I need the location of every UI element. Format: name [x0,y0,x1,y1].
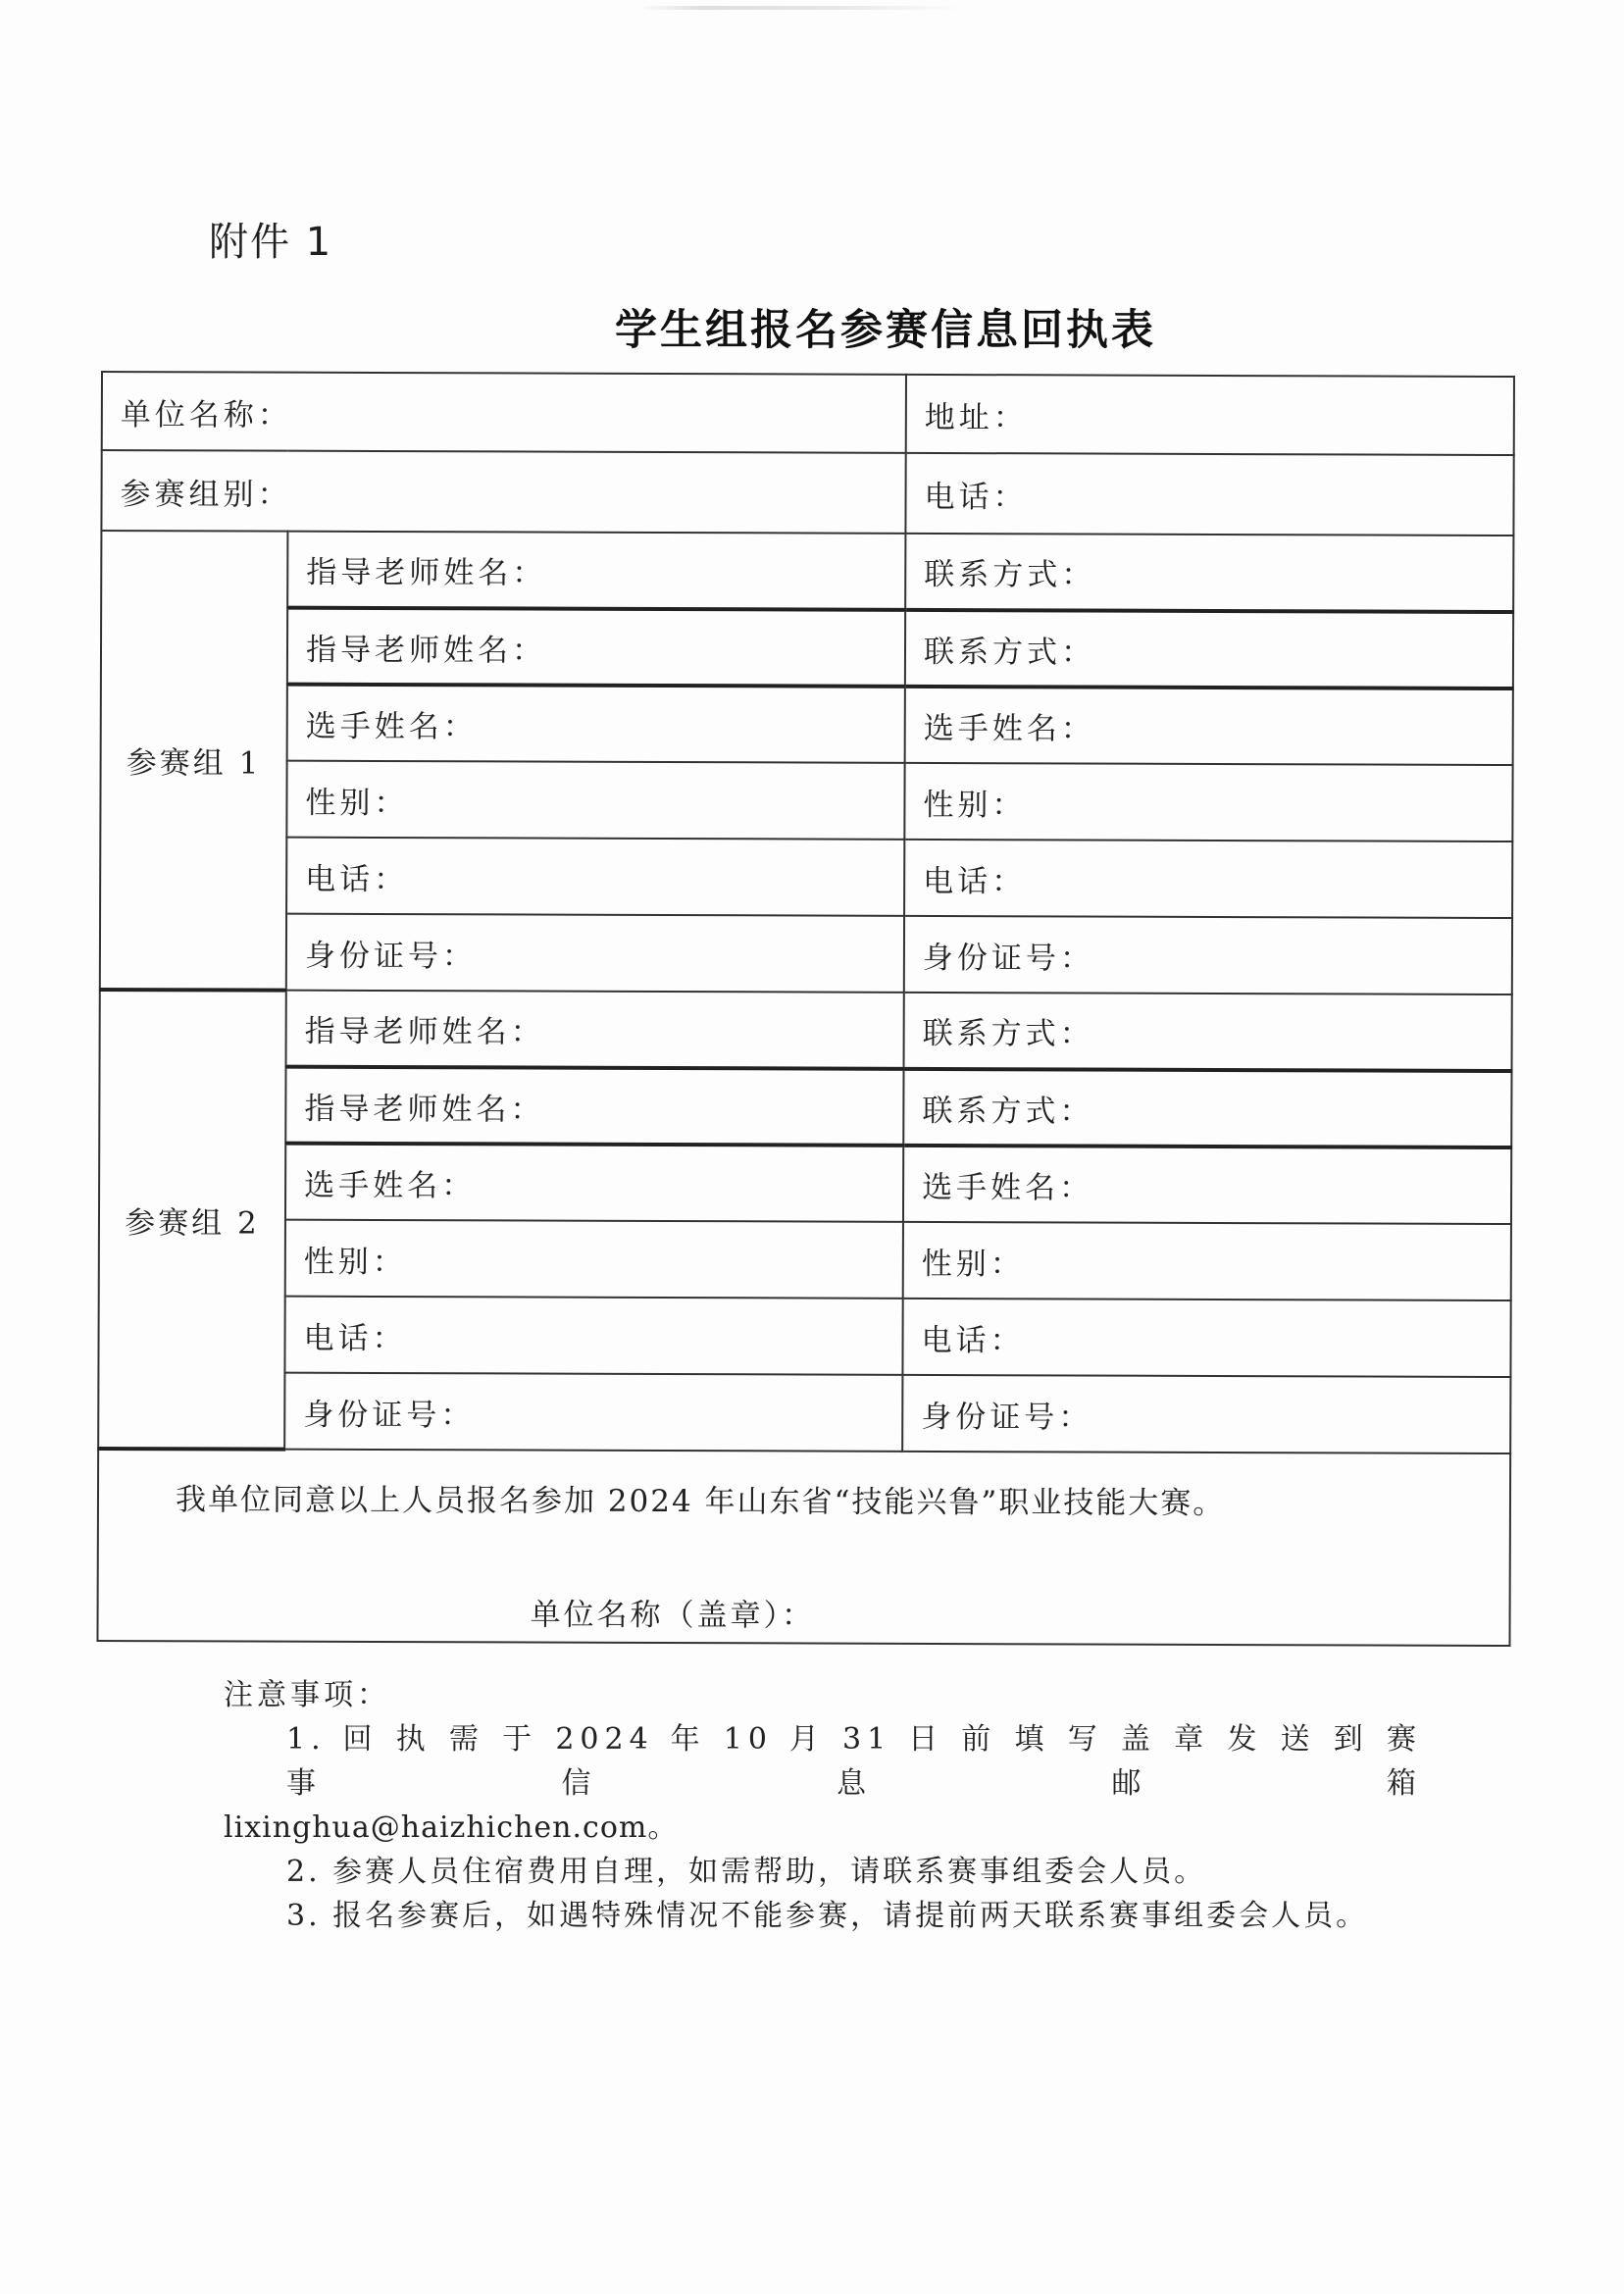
group2-label-cell [98,990,286,1450]
group1-label-cell [100,531,288,991]
field-label: 身份证号： [922,940,1094,977]
field-label: 联系方式： [923,634,1096,671]
note-item-2: 2. 参赛人员住宿费用自理，如需帮助，请联系赛事组委会人员。 [286,1855,1207,1889]
notes-heading: 注意事项： [224,1678,390,1712]
field-label: 选手姓名： [923,710,1095,747]
field-label: 电话： [923,863,1027,899]
form-field[interactable] [904,840,1512,918]
field-label: 性别： [303,1244,407,1280]
scan-artifact [637,6,961,10]
group2-row-3 [99,1143,1511,1224]
form-field[interactable] [286,914,904,993]
form-field[interactable] [903,1222,1511,1300]
note-item-3: 3. 报名参赛后，如遇特殊情况不能参赛，请提前两天联系赛事组委会人员。 [286,1899,1369,1933]
field-label: 联系方式： [922,1015,1094,1052]
field-label: 身份证号： [304,938,477,974]
field-label: 指导老师姓名： [306,554,547,591]
form-field[interactable] [284,1373,902,1452]
field-label: 指导老师姓名： [305,632,547,669]
group-category-field[interactable] [101,450,905,534]
form-field[interactable] [904,916,1512,994]
group1-row-6 [100,913,1512,994]
unit-phone-label: 电话： [924,479,1028,515]
attachment-label: 附件 1 [209,220,333,265]
form-field[interactable] [903,1069,1511,1147]
form-field[interactable] [905,534,1513,612]
form-field[interactable] [285,1144,903,1222]
agreement-cell[interactable] [97,1449,1510,1646]
form-field[interactable] [286,838,904,916]
field-label: 电话： [303,1320,407,1356]
unit-row [102,372,1514,455]
form-field[interactable] [285,1067,903,1146]
unit-phone-field[interactable] [905,453,1513,535]
unit-name-label: 单位名称： [120,396,292,433]
form-field[interactable] [287,608,905,687]
field-label: 选手姓名： [304,1167,477,1204]
note-item-1-email: lixinghua@haizhichen.com。 [224,1810,679,1845]
group2-row-5 [98,1296,1510,1377]
field-label: 性别： [305,785,409,821]
field-label: 联系方式： [924,556,1096,593]
form-field[interactable] [287,685,905,763]
note-item-1: 1. 回 执 需 于 2024 年 10 月 31 日 前 填 写 盖 章 发 送 到 赛 事 信 息 邮 箱 [286,1722,1422,1801]
form-field[interactable] [905,610,1513,688]
field-label: 选手姓名： [922,1169,1094,1206]
registration-form-table [96,371,1515,1647]
form-field[interactable] [287,532,905,610]
field-label: 身份证号： [303,1397,476,1433]
group1-row-4 [100,760,1512,841]
form-title: 学生组报名参赛信息回执表 [615,306,1156,355]
group1-row-2 [101,607,1513,688]
field-label: 指导老师姓名： [304,1013,545,1050]
field-label: 指导老师姓名： [304,1091,545,1128]
group2-row-6 [98,1372,1510,1453]
form-field[interactable] [285,1220,903,1299]
field-label: 身份证号： [921,1399,1093,1436]
field-label: 电话： [921,1322,1025,1358]
field-label: 联系方式： [922,1093,1094,1130]
notes-section [224,1673,1422,1938]
group2-row-1 [100,990,1512,1071]
field-label: 性别： [921,1246,1025,1282]
form-field[interactable] [902,1375,1510,1453]
address-label: 地址： [924,399,1028,435]
group1-row-1 [101,531,1513,612]
group-category-label: 参赛组别： [120,476,292,513]
group1-row-5 [100,837,1512,918]
form-field[interactable] [905,687,1513,765]
form-field[interactable] [903,1146,1511,1224]
agreement-row [97,1449,1510,1646]
form-field[interactable] [284,1297,902,1375]
field-label: 性别： [923,787,1027,823]
form-field[interactable] [902,1299,1510,1377]
group1-label: 参赛组 1 [126,745,262,782]
form-field[interactable] [904,763,1512,841]
form-field[interactable] [286,761,904,840]
seal-label: 单位名称（盖章）： [530,1597,816,1634]
group-category-row [101,450,1513,535]
field-label: 电话： [305,861,409,897]
group2-label: 参赛组 2 [125,1204,260,1242]
unit-name-field[interactable] [102,372,906,453]
group2-row-4 [99,1219,1511,1300]
field-label: 选手姓名： [305,708,478,745]
address-field[interactable] [906,375,1514,455]
group2-row-2 [99,1066,1511,1147]
agreement-text: 我单位同意以上人员报名参加 2024 年山东省“技能兴鲁”职业技能大赛。 [175,1482,1226,1522]
form-field[interactable] [904,993,1512,1071]
group1-row-3 [101,684,1513,765]
form-field[interactable] [286,991,904,1069]
